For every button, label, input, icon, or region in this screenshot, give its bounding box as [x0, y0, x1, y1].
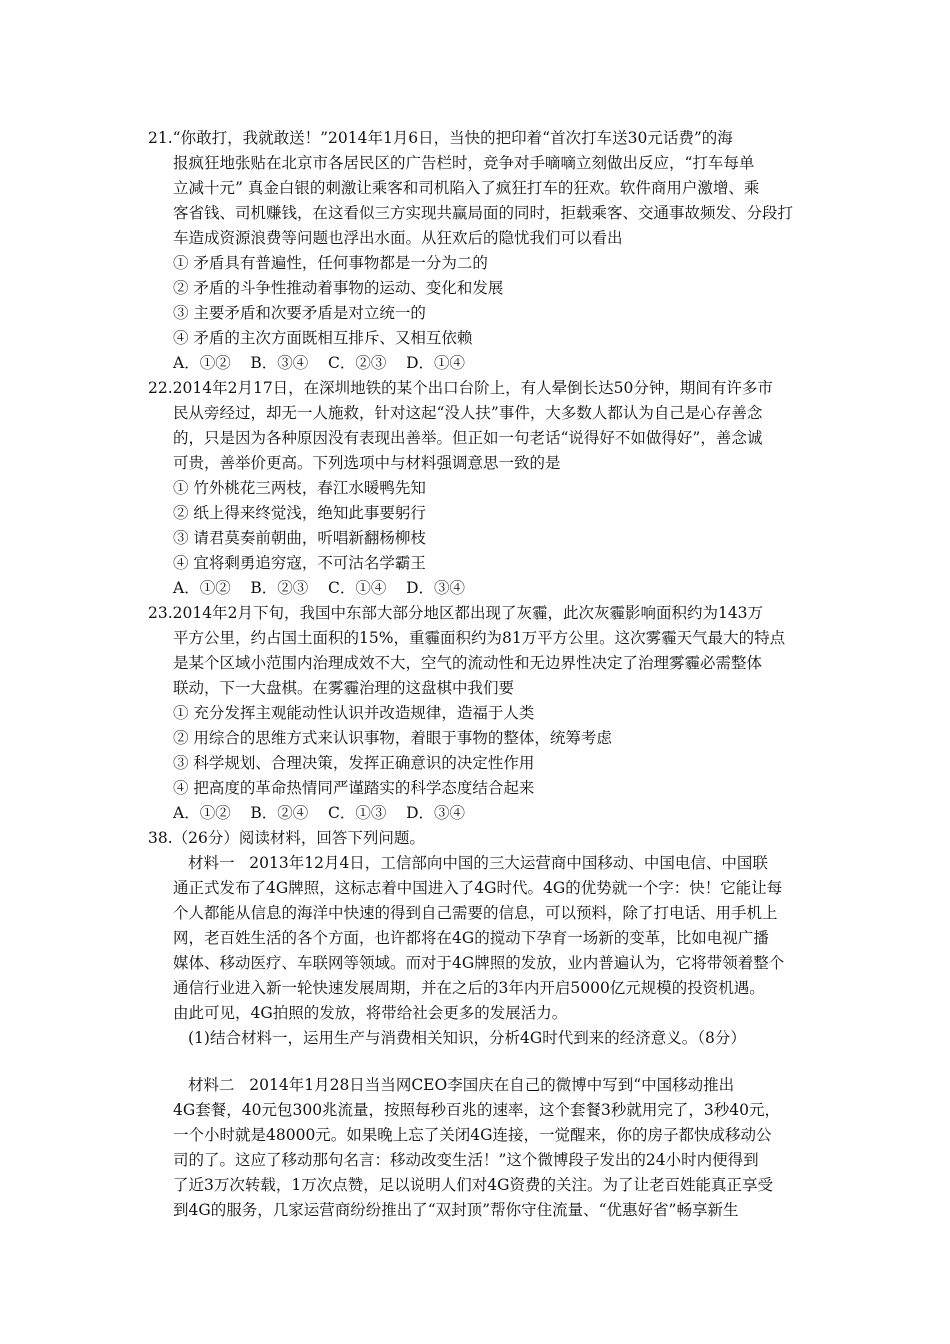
- q23-line-3: 是某个区域小范围内治理成效不大，空气的流动性和无边界性决定了治理雾霾必需整体: [173, 654, 763, 672]
- q22-option-4: ④ 宜将剩勇追穷寇，不可沽名学霸王: [173, 554, 426, 572]
- q22-answers: A．①② B．②③ C．①④ D．③④: [173, 579, 465, 597]
- q21-line-4: 客省钱、司机赚钱，在这看似三方实现共赢局面的同时，拒载乘客、交通事故频发、分段打: [173, 204, 794, 222]
- q21-line-2: 报疯狂地张贴在北京市各居民区的广告栏时，竞争对手嘀嘀立刻做出反应，“打车每单: [173, 154, 755, 172]
- q22-line-4: 可贵，善举价更高。下列选项中与材料强调意思一致的是: [173, 454, 561, 472]
- q23-option-1: ① 充分发挥主观能动性认识并改造规律，造福于人类: [173, 704, 535, 722]
- q23-line-2: 平方公里，约占国土面积的15%，重霾面积约为81万平方公里。这次雾霾天气最大的特点: [173, 629, 786, 647]
- q38-material2-line-4: 司的了。这应了移动那句名言：移动改变生活！”这个微博段子发出的24小时内便得到: [173, 1151, 759, 1169]
- q23-line-1: 23.2014年2月下旬，我国中东部大部分地区都出现了灰霾，此次灰霾影响面积约为143万: [148, 604, 764, 622]
- q38-material1-line-5: 媒体、移动医疗、车联网等领域。而对于4G牌照的发放，业内普遍认为，它将带领着整个: [173, 954, 785, 972]
- q38-material1-line-3: 个人都能从信息的海洋中快速的得到自己需要的信息，可以预料，除了打电话、用手机上: [173, 904, 778, 922]
- q22-option-1: ① 竹外桃花三两枝，春江水暖鸭先知: [173, 479, 426, 497]
- q21-line-1: 21.“你敢打，我就敢送！”2014年1月6日，当快的把印着“首次打车送30元话费”的海: [148, 129, 733, 147]
- q23-line-4: 联动，下一大盘棋。在雾霾治理的这盘棋中我们要: [173, 679, 515, 697]
- q38-material2-line-6: 到4G的服务，几家运营商纷纷推出了“双封顶”帮你守住流量、“优惠好省”畅享新生: [173, 1201, 739, 1219]
- q38-material2-line-5: 了近3万次转载，1万次点赞，足以说明人们对4G资费的关注。为了让老百姓能真正享受: [173, 1176, 773, 1194]
- q38-material1-line-6: 通信行业进入新一轮快速发展周期，并在之后的3年内开启5000亿元规模的投资机遇。: [173, 979, 765, 997]
- q38-header: 38.（26分）阅读材料，回答下列问题。: [148, 829, 425, 847]
- q21-option-4: ④ 矛盾的主次方面既相互排斥、又相互依赖: [173, 329, 473, 347]
- q38-material1-line-2: 通正式发布了4G牌照，这标志着中国进入了4G时代。4G的优势就一个字：快！它能让每: [173, 879, 783, 897]
- q38-material2-line-1: 材料二 2014年1月28日当当网CEO李国庆在自己的微博中写到“中国移动推出: [188, 1076, 735, 1094]
- q38-sub-question-1: (1)结合材料一，运用生产与消费相关知识，分析4G时代到来的经济意义。（8分）: [188, 1029, 746, 1047]
- q21-line-3: 立减十元” 真金白银的刺激让乘客和司机陷入了疯狂打车的狂欢。软件商用户激增、乘: [173, 179, 760, 197]
- q23-option-2: ② 用综合的思维方式来认识事物，着眼于事物的整体，统筹考虑: [173, 729, 612, 747]
- q23-option-4: ④ 把高度的革命热情同严谨踏实的科学态度结合起来: [173, 779, 535, 797]
- q22-line-2: 民从旁经过，却无一人施救，针对这起“没人扶”事件，大多数人都认为自己是心存善念: [173, 404, 763, 422]
- q23-option-3: ③ 科学规划、合理决策，发挥正确意识的决定性作用: [173, 754, 535, 772]
- q22-option-3: ③ 请君莫奏前朝曲，听唱新翻杨柳枝: [173, 529, 426, 547]
- q23-answers: A．①② B．②④ C．①③ D．③④: [173, 804, 465, 822]
- q22-line-3: 的，只是因为各种原因没有表现出善举。但正如一句老话“说得好不如做得好”，善念诚: [173, 429, 763, 447]
- q38-material2-line-2: 4G套餐，40元包300兆流量，按照每秒百兆的速率，这个套餐3秒就用完了，3秒40元，: [173, 1101, 780, 1119]
- q38-material1-line-4: 网，老百姓生活的各个方面，也许都将在4G的搅动下孕育一场新的变革，比如电视广播: [173, 929, 769, 947]
- q21-option-2: ② 矛盾的斗争性推动着事物的运动、变化和发展: [173, 279, 504, 297]
- q38-material1-line-7: 由此可见，4G拍照的发放，将带给社会更多的发展活力。: [173, 1004, 568, 1022]
- q22-line-1: 22.2014年2月17日，在深圳地铁的某个出口台阶上，有人晕倒长达50分钟，期间有许多市: [148, 379, 773, 397]
- q38-material2-line-3: 一个小时就是48000元。如果晚上忘了关闭4G连接，一觉醒来，你的房子都快成移动公: [173, 1126, 772, 1144]
- q22-option-2: ② 纸上得来终觉浅，绝知此事要躬行: [173, 504, 426, 522]
- q21-option-1: ① 矛盾具有普遍性，任何事物都是一分为二的: [173, 254, 488, 272]
- q21-answers: A．①② B．③④ C．②③ D．①④: [173, 354, 465, 372]
- q21-line-5: 车造成资源浪费等问题也浮出水面。从狂欢后的隐忧我们可以看出: [173, 229, 623, 247]
- q21-option-3: ③ 主要矛盾和次要矛盾是对立统一的: [173, 304, 426, 322]
- q38-material1-line-1: 材料一 2013年12月4日，工信部向中国的三大运营商中国移动、中国电信、中国联: [188, 854, 768, 872]
